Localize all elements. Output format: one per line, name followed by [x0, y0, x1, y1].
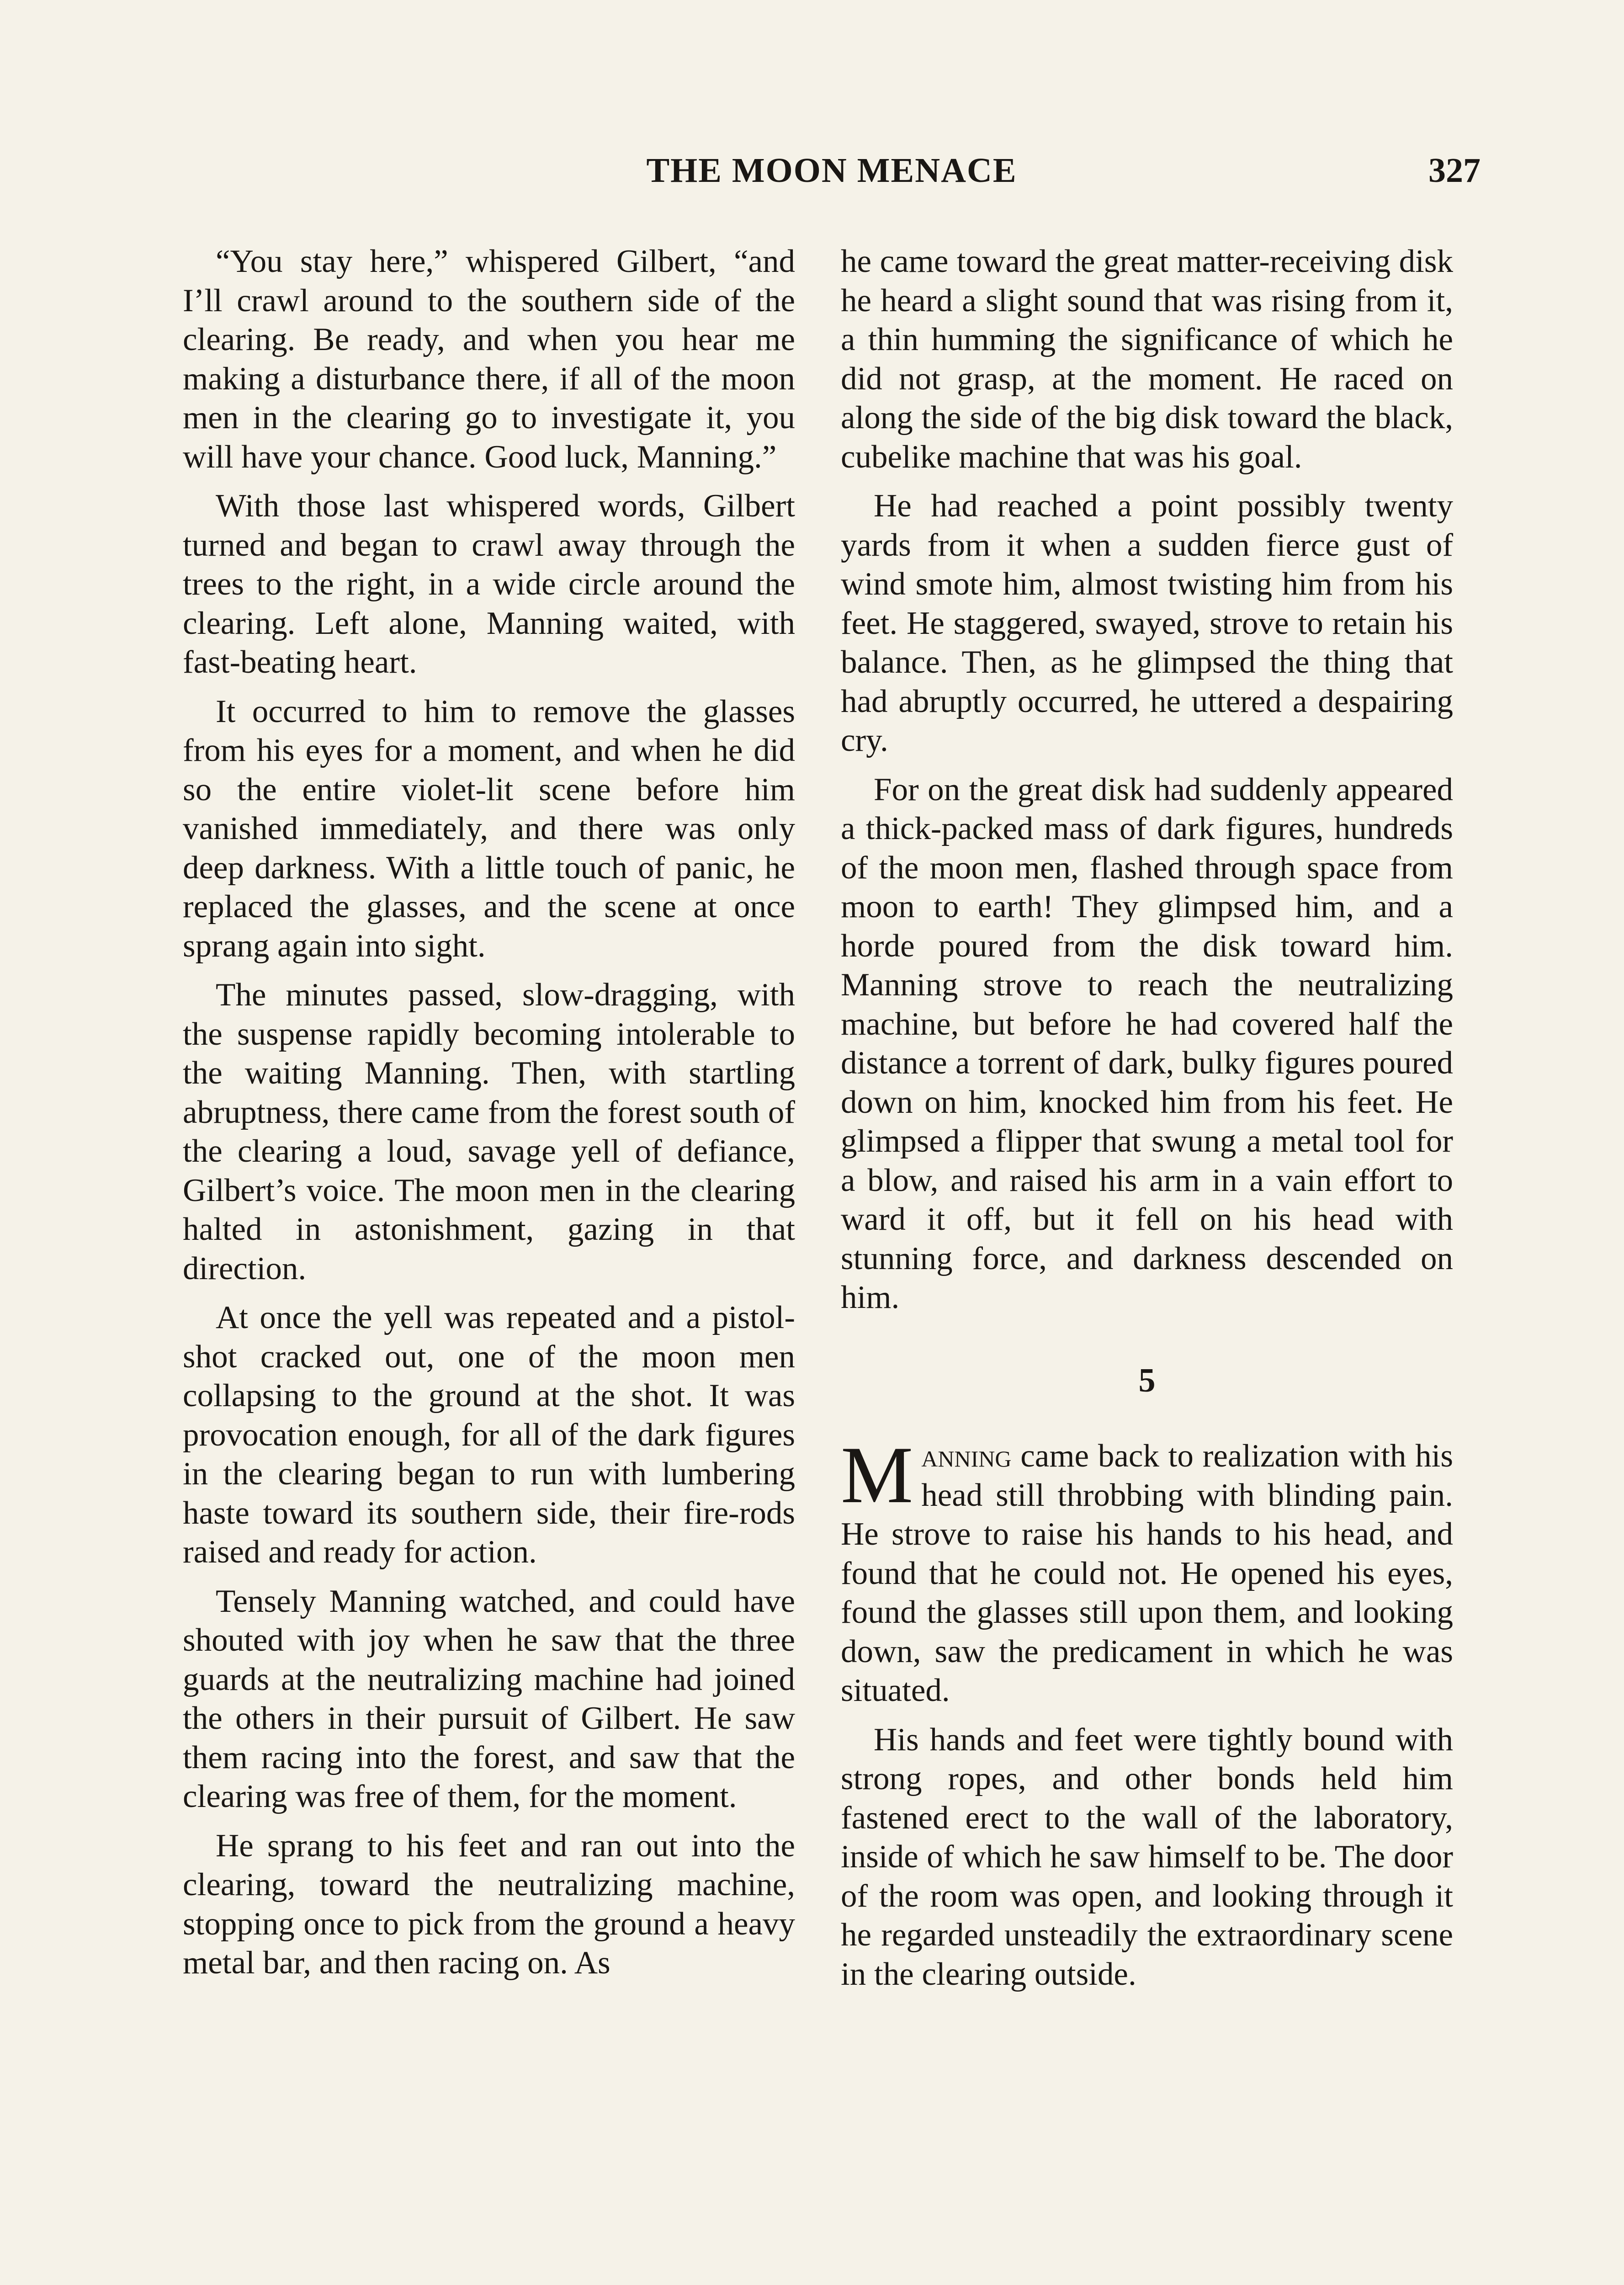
drop-cap: M — [841, 1429, 913, 1520]
page-number: 327 — [1428, 151, 1481, 190]
section-number: 5 — [1138, 1361, 1156, 1399]
running-title: THE MOON MENACE — [646, 151, 1017, 190]
chapter-opening-paragraph — [841, 1429, 1453, 1711]
right-column — [841, 242, 1453, 2004]
paragraph-text: came back to realization with his head still throbbing with blinding pain. He strove to raise his hands to his head, and found that he could not. He opened his eyes, found the glasses still upon them, and looking down, saw the predicament in which he was situated. — [841, 1438, 1453, 1708]
paragraph: For on the great disk had suddenly appeared a thick-packed mass of dark figures, hundreds of the moon men, flashed through space from moon to earth! They glimpsed him, and a horde poured from the disk toward him. Manning strove to reach the neutralizing machine, but before he had covered half the distance a torrent of dark, bulky figures poured down on him, knocked him from his feet. He glimpsed a flipper that swung a metal tool for a blow, and raised his arm in a vain effort to ward it off, but it fell on his head with stunning force, and darkness descended on him. — [841, 771, 1453, 1315]
paragraph: His hands and feet were tightly bound with strong ropes, and other bonds held him fastened erect to the wall of the laboratory, inside of which he saw himself to be. The door of the room was open, and looking through it he regarded unsteadily the extraordinary scene in the clearing outside. — [841, 1722, 1453, 1992]
paragraph: he came toward the great matter-receiving disk he heard a slight sound that was rising from it, a thin humming the significance of which he did not grasp, at the moment. He raced on along the side of the big disk toward the black, cubelike machine that was his goal. — [841, 244, 1453, 475]
page-header — [183, 151, 1481, 201]
paragraph: It occurred to him to remove the glasses from his eyes for a moment, and when he did so the entire violet-lit scene before him vanished immediately, and there was only deep darkness. With a little touch of panic, he replaced the glasses, and the scene at once sprang again into sight. — [183, 693, 795, 964]
paragraph: “You stay here,” whispered Gilbert, “and I’ll crawl around to the southern side of the clearing. Be ready, and when you hear me making a disturbance there, if all of the moon men in the clearing go to investigate it, you will have your chance. Good luck, Manning.” — [183, 244, 795, 475]
paragraph: The minutes passed, slow-dragging, with the suspense rapidly becoming intolerable to the waiting Manning. Then, with startling abruptness, there came from the forest south of the clearing a loud, savage yell of defiance, Gilbert’s voice. The moon men in the clearing halted in astonishment, gazing in that direction. — [183, 977, 795, 1286]
small-caps-lead: anning — [921, 1438, 1012, 1474]
paragraph: With those last whispered words, Gilbert turned and began to crawl away through the trees to the right, in a wide circle around the clearing. Left alone, Manning waited, with fast-beating heart. — [183, 488, 795, 680]
left-column — [183, 242, 795, 1993]
paragraph: Tensely Manning watched, and could have shouted with joy when he saw that the three guards at the neutralizing machine had joined the others in their pursuit of Gilbert. He saw them racing into the forest, and saw that the clearing was free of them, for the moment. — [183, 1583, 795, 1814]
paragraph: At once the yell was repeated and a pistol-shot cracked out, one of the moon men collapsing to the ground at the shot. It was provocation enough, for all of the dark figures in the clearing began to run with lumbering haste toward its southern side, their fire-rods raised and ready for action. — [183, 1300, 795, 1570]
paragraph: He had reached a point possibly twenty yards from it when a sudden fierce gust of wind smote him, almost twisting him from his feet. He staggered, swayed, strove to retain his balance. Then, as he glimpsed the thing that had abruptly occurred, he uttered a despairing cry. — [841, 488, 1453, 758]
paragraph: He sprang to his feet and ran out into the clearing, toward the neutralizing machine, stopping once to pick from the ground a heavy metal bar, and then racing on. As — [183, 1828, 795, 1981]
